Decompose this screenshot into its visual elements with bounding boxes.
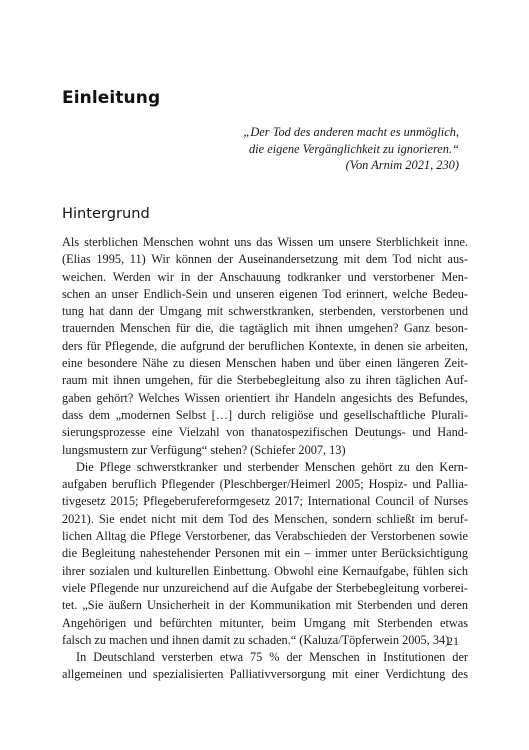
body-line: 2021). Sie endet nicht mit dem Tod des Menschen, sondern schließt im beruf- bbox=[62, 511, 468, 526]
body-line: aufgaben beruflich Pflegender (Pleschberger/Heimerl 2005; Hospiz- und Pallia- bbox=[62, 477, 468, 492]
body-line: Als sterblichen Menschen wohnt uns das Wissen um unsere Sterblichkeit inne. bbox=[62, 235, 468, 249]
body-line: falsch zu machen und ihnen damit zu schaden.“ (Kaluza/Töpferwein 2005, 34) bbox=[62, 632, 450, 647]
body-line: lichen Alltag die Pflege Verstorbener, das Verabschieden der Verstorbenen sowie bbox=[62, 529, 468, 544]
body-line: (Elias 1995, 11) Wir können der Auseinandersetzung mit dem Tod nicht aus- bbox=[62, 252, 468, 267]
page-number: 21 bbox=[447, 634, 459, 648]
body-line: Die Pflege schwerstkranker und sterbender Menschen gehört zu den Kern- bbox=[76, 459, 468, 474]
body-line: die Begleitung nahestehender Personen mit ein – immer unter Berücksichtigung bbox=[62, 546, 468, 561]
body-line: raum mit ihnen umgehen, für die Sterbebegleitung also zu ihren täglichen Auf- bbox=[62, 373, 468, 388]
section-heading: Hintergrund bbox=[62, 205, 150, 222]
epigraph-line: die eigene Vergänglichkeit zu ignorieren.“ bbox=[248, 141, 459, 156]
body-line: weichen. Werden wir in der Anschauung todkranker und verstorbener Men- bbox=[62, 269, 468, 284]
body-line: allgemeinen und spezialisierten Palliativversorgung mit einer Verdichtung des bbox=[62, 667, 468, 682]
epigraph bbox=[119, 124, 459, 174]
body-line: trauernden Menschen für die, die tagtäglich mit ihnen umgehen? Ganz beson- bbox=[62, 321, 468, 336]
body-line: lungsmustern zur Verfügung“ stehen? (Schiefer 2007, 13) bbox=[62, 442, 346, 457]
body-line: gaben gehört? Welches Wissen orientiert ihr Handeln angesichts des Befundes, bbox=[62, 390, 468, 405]
epigraph-line: „Der Tod des anderen macht es unmöglich, bbox=[243, 125, 459, 139]
body-line: In Deutschland versterben etwa 75 % der Menschen in Institutionen der bbox=[76, 650, 468, 665]
body-line: tivgesetz 2015; Pflegeberufereformgesetz 2017; International Council of Nurses bbox=[62, 494, 468, 509]
body-line: ihrer sozialen und kulturellen Einbettung. Obwohl eine Kernaufgabe, fühlen sich bbox=[62, 563, 468, 578]
body-line: dass dem „modernen Selbst […] durch religiöse und gesellschaftliche Plurali- bbox=[62, 407, 468, 422]
body-line: schen an unser Endlich-Sein und unseren eigenen Tod erinnert, welche Bedeu- bbox=[62, 286, 468, 301]
body-text bbox=[62, 234, 468, 684]
body-line: ders für Pflegende, die aufgrund der beruflichen Kontexte, in denen sie arbeiten, bbox=[62, 338, 468, 353]
chapter-title: Einleitung bbox=[62, 88, 161, 108]
body-line: Angehörigen und befürchten mitunter, beim Umgang mit Sterbenden etwas bbox=[62, 615, 468, 630]
body-line: tet. „Sie äußern Unsicherheit in der Kommunikation mit Sterbenden und deren bbox=[62, 598, 468, 613]
epigraph-citation: (Von Arnim 2021, 230) bbox=[345, 158, 459, 172]
body-line: tung hat dann der Umgang mit schwerstkranken, sterbenden, verstorbenen und bbox=[62, 304, 468, 319]
body-line: eine besondere Nähe zu diesen Menschen haben und über einen längeren Zeit- bbox=[62, 356, 468, 371]
body-line: viele Pflegende nur unzureichend auf die Aufgabe der Sterbebegleitung vorberei- bbox=[62, 580, 468, 595]
body-line: sierungsprozesse eine Vielzahl von thanatospezifischen Deutungs- und Hand- bbox=[62, 425, 468, 440]
